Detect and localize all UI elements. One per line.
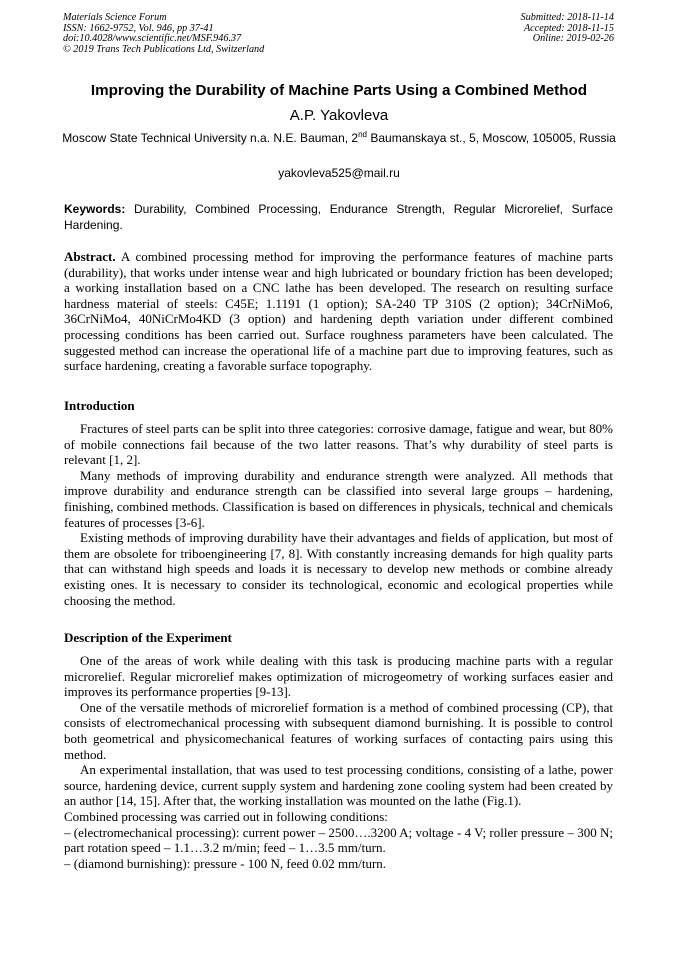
keywords <box>64 202 613 233</box>
doi-line: doi:10.4028/www.scientific.net/MSF.946.37 <box>63 33 242 45</box>
experiment-body <box>64 653 613 871</box>
online-date: Online: 2019-02-26 <box>532 33 614 45</box>
abstract-text: A combined processing method for improving the performance features of machine parts (durability), that works under intense wear and high lubricated or boundary friction has been developed; a working installation based on a CNC lathe has been developed. The research on resulting surface hardness material of steels: C45E; 1.1191 (1 option); SA-240 TP 310S (2 option); 34CrNiMo6, 36CrNiMo4, 40NiCrMo4KD (3 option) and hardening depth variation under different combined processing conditions has been carried out. Surface roughness parameters have been calculated. The suggested method can increase the operational life of a machine part due to improving features, such as surface hardening, creating a favorable surface topography. <box>64 249 613 374</box>
affiliation-text-start: Moscow State Technical University n.a. N.E. Bauman, 2 <box>62 131 359 145</box>
paragraph: Many methods of improving durability and endurance strength were analyzed. All methods that improve durability and endurance strength can be classified into several large groups – hardening, finishing, combined methods. Classification is based on differences in physicals, technical and chemicals features of processes [3-6]. <box>64 467 613 530</box>
abstract-label: Abstract. <box>64 249 116 264</box>
paragraph: Fractures of steel parts can be split into three categories: corrosive damage, fatigue and wear, but 80% of mobile connections fail because of the two latter reasons. That’s why durability of steel parts is relevant [1, 2]. <box>64 421 613 468</box>
keywords-text: Durability, Combined Processing, Endurance Strength, Regular Microrelief, Surface Hardening. <box>64 202 613 232</box>
paragraph: One of the versatile methods of microrelief formation is a method of combined processing (CP), that consists of electromechanical processing with subsequent diamond burnishing. It is possible to control both geometrical and physicomechanical features of working surfaces of contacting pairs using this method. <box>64 699 613 762</box>
condition-item: – (electromechanical processing): current power – 2500….3200 A; voltage - 4 V; roller pressure – 300 N; part rotation speed – 1.1…3.2 m/min; feed – 1…3.5 mm/turn. <box>64 824 613 856</box>
introduction-heading: Introduction <box>64 398 135 413</box>
author-name: A.P. Yakovleva <box>289 107 389 124</box>
author-email[interactable]: yakovleva525@mail.ru <box>278 166 400 180</box>
paragraph: Existing methods of improving durability have their advantages and fields of application, but most of them are obsolete for triboengineering [7, 8]. With constantly increasing demands for high quality parts that can withstand high speeds and loads it is necessary to develop new methods or combine already existing ones. It is necessary to consider its technological, economic and ecological properties while choosing the method. <box>64 530 613 608</box>
abstract <box>64 249 613 374</box>
submission-dates <box>521 13 614 45</box>
accepted-date: Accepted: 2018-11-15 <box>523 22 614 34</box>
affiliation-text-end: Baumanskaya st., 5, Moscow, 105005, Russia <box>367 131 616 145</box>
experiment-heading: Description of the Experiment <box>64 630 232 645</box>
paragraph: An experimental installation, that was used to test processing conditions, consisting of a lathe, power source, hardening device, current supply system and hardening zone cooling system had been created by an author [14, 15]. After that, the working installation was mounted on the lathe (Fig.1). <box>64 762 613 809</box>
condition-item: – (diamond burnishing): pressure - 100 N, feed 0.02 mm/turn. <box>64 855 387 871</box>
paper-title: Improving the Durability of Machine Parts Using a Combined Method <box>90 82 588 99</box>
affiliation <box>60 131 618 147</box>
paragraph: One of the areas of work while dealing with this task is producing machine parts with a regular microrelief. Regular microrelief makes optimization of microgeometry of working surfaces easier and improves its performance properties [9-13]. <box>64 653 613 700</box>
journal-info <box>63 13 264 55</box>
keywords-label: Keywords: <box>64 202 126 216</box>
conditions-intro: Combined processing was carried out in following conditions: <box>64 808 388 824</box>
journal-name: Materials Science Forum <box>63 12 167 23</box>
introduction-body <box>64 421 613 608</box>
issn-line: ISSN: 1662-9752, Vol. 946, pp 37-41 <box>63 22 214 34</box>
submitted-date: Submitted: 2018-11-14 <box>520 12 614 23</box>
affiliation-superscript: nd <box>358 130 368 139</box>
copyright-line: © 2019 Trans Tech Publications Ltd, Switzerland <box>63 43 265 55</box>
